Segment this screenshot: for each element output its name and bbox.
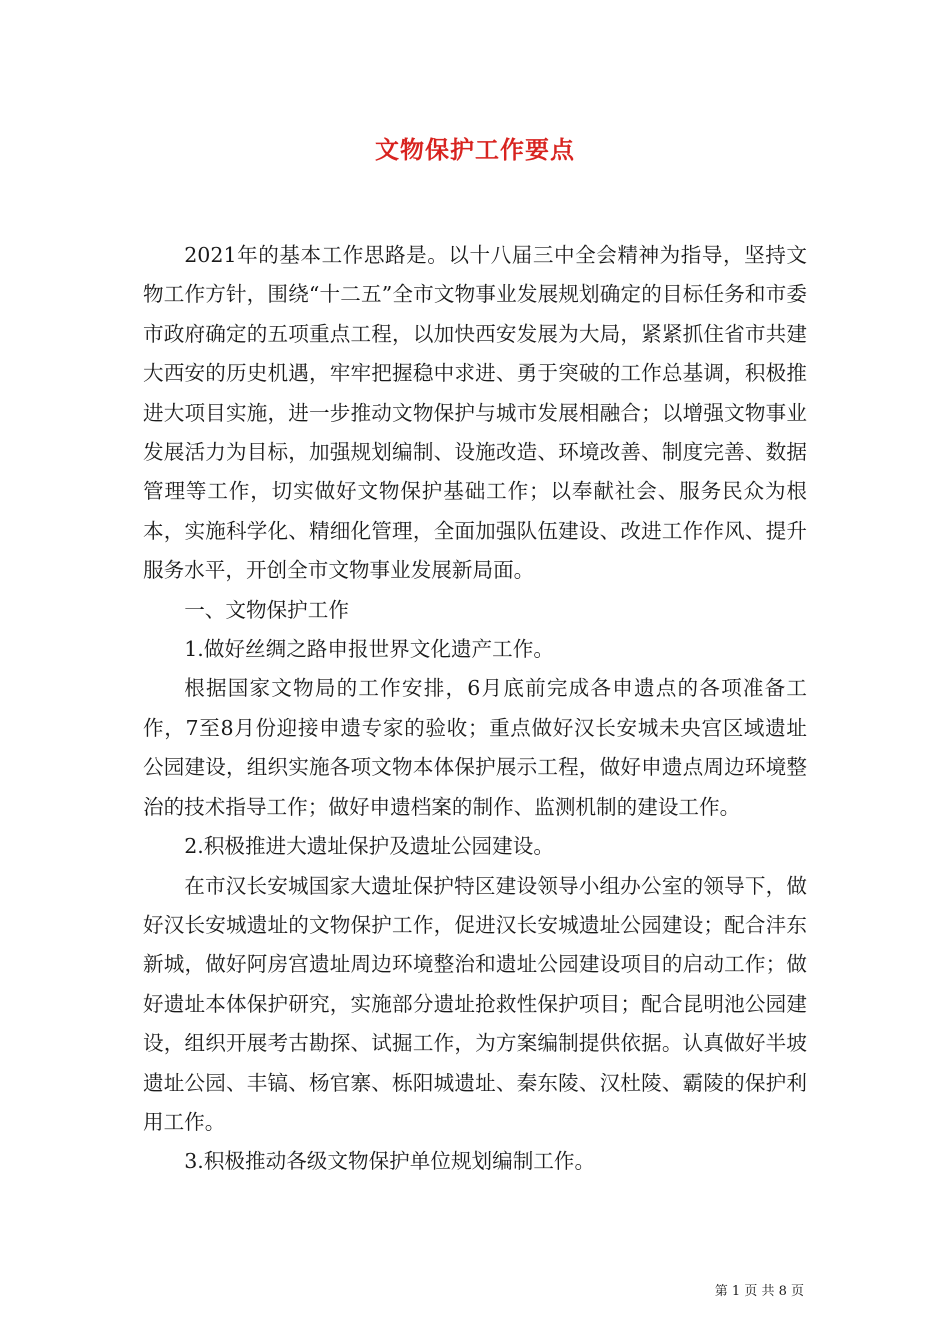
item-heading-2: 2.积极推进大遗址保护及遗址公园建设。 — [184, 834, 554, 859]
document-body — [143, 236, 807, 1182]
paragraph-item-2: 在市汉长安城国家大遗址保护特区建设领导小组办公室的领导下，做好汉长安城遗址的文物保护工作，促进汉长安城遗址公园建设；配合沣东新城，做好阿房宫遗址周边环境整治和遗址公园建设项目的启动工作；做好遗址本体保护研究，实施部分遗址抢救性保护项目；配合昆明池公园建设，组织开展考古勘探、试掘工作，为方案编制提供依据。认真做好半坡遗址公园、丰镐、杨官寨、栎阳城遗址、秦东陵、汉杜陵、霸陵的保护利用工作。 — [143, 873, 807, 1134]
item-heading-1: 1.做好丝绸之路申报世界文化遗产工作。 — [184, 637, 554, 662]
paragraph-item-1: 根据国家文物局的工作安排，6月底前完成各申遗点的各项准备工作，7至8月份迎接申遗专家的验收；重点做好汉长安城未央宫区域遗址公园建设，组织实施各项文物本体保护展示工程，做好申遗点周边环境整治的技术指导工作；做好申遗档案的制作、监测机制的建设工作。 — [143, 676, 807, 819]
page-number: 第 1 页 共 8 页 — [714, 1284, 804, 1299]
item-heading-3: 3.积极推动各级文物保护单位规划编制工作。 — [184, 1149, 596, 1174]
document-title: 文物保护工作要点 — [375, 136, 575, 164]
section-heading: 一、文物保护工作 — [184, 597, 349, 622]
paragraph-intro: 2021年的基本工作思路是。以十八届三中全会精神为指导，坚持文物工作方针，围绕“十二五”全市文物事业发展规划确定的目标任务和市委市政府确定的五项重点工程，以加快西安发展为大局，紧紧抓住省市共建大西安的历史机遇，牢牢把握稳中求进、勇于突破的工作总基调，积极推进大项目实施，进一步推动文物保护与城市发展相融合；以增强文物事业发展活力为目标，加强规划编制、设施改造、环境改善、制度完善、数据管理等工作，切实做好文物保护基础工作；以奉献社会、服务民众为根本，实施科学化、精细化管理，全面加强队伍建设、改进工作作风、提升服务水平，开创全市文物事业发展新局面。 — [143, 243, 807, 583]
